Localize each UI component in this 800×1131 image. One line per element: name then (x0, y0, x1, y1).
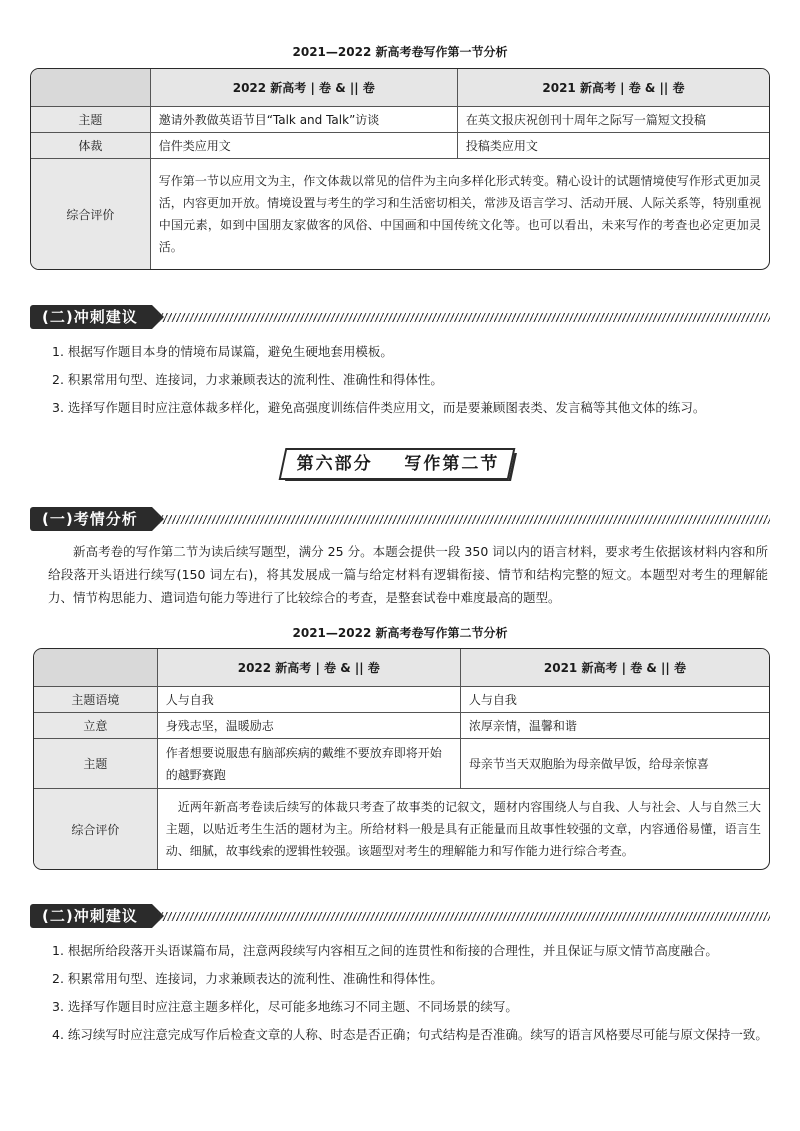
table-row (31, 133, 769, 159)
row-label: 主题语境 (34, 687, 158, 713)
table-row (34, 687, 769, 713)
table-row (34, 713, 769, 739)
table2-header-row (34, 649, 769, 687)
cell-2021: 在英文报庆祝创刊十周年之际写一篇短文投稿 (458, 107, 769, 133)
row-label: 主题 (34, 739, 158, 789)
list-item: 4. 练习续写时应注意完成写作后检查文章的人称、时态是否正确；句式结构是否准确。续写的语言风格要尽可能与原文保持一致。 (52, 1027, 768, 1042)
list-item: 2. 积累常用句型、连接词，力求兼顾表达的流利性、准确性和得体性。 (52, 971, 443, 986)
section-tag-advice-2: (二)冲刺建议 (30, 904, 152, 928)
row-label: 主题 (31, 107, 151, 133)
row-label: 立意 (34, 713, 158, 739)
section-divider (158, 515, 770, 524)
section-tag-advice-1: (二)冲刺建议 (30, 305, 152, 329)
table1 (30, 68, 770, 270)
part-banner (282, 448, 518, 482)
cell-2022: 人与自我 (158, 687, 461, 713)
row-label: 综合评价 (34, 789, 158, 869)
section-divider (158, 912, 770, 921)
table2-title: 2021—2022 新高考卷写作第二节分析 (292, 626, 508, 640)
cell-2021: 人与自我 (461, 687, 769, 713)
row-label: 综合评价 (31, 159, 151, 269)
list-item: 3. 选择写作题目时应注意主题多样化，尽可能多地练习不同主题、不同场景的续写。 (52, 999, 518, 1014)
section-tag-analysis: (一)考情分析 (30, 507, 152, 531)
table1-title: 2021—2022 新高考卷写作第一节分析 (292, 45, 508, 59)
list-item: 3. 选择写作题目时应注意体裁多样化，避免高强度训练信件类应用文，而是要兼顾图表类、发言稿等其他文体的练习。 (52, 400, 706, 415)
cell-2022: 身残志坚，温暖励志 (158, 713, 461, 739)
cell-2021: 母亲节当天双胞胎为母亲做早饭，给母亲惊喜 (461, 739, 769, 789)
list-item: 1. 根据所给段落开头语谋篇布局，注意两段续写内容相互之间的连贯性和衔接的合理性，并且保证与原文情节高度融合。 (52, 943, 718, 958)
table-row (31, 107, 769, 133)
section-divider (158, 313, 770, 322)
cell-2021: 投稿类应用文 (458, 133, 769, 159)
table1-header-row (31, 69, 769, 107)
cell-2022: 信件类应用文 (151, 133, 458, 159)
table1-header-2022: 2022 新高考 | 卷 & || 卷 (151, 69, 458, 107)
table-row (34, 789, 769, 869)
table-row (34, 739, 769, 789)
cell-2022: 作者想要说服患有脑部疾病的戴维不要放弃即将开始的越野赛跑 (158, 739, 461, 789)
part-title: 第六部分 写作第二节 (296, 454, 500, 474)
table1-header-2021: 2021 新高考 | 卷 & || 卷 (458, 69, 769, 107)
review-text: 近两年新高考卷读后续写的体裁只考查了故事类的记叙文，题材内容围绕人与自我、人与社会、人与自然三大主题，以贴近考生生活的题材为主。所给材料一般是具有正能量而且故事性较强的文章，内容通俗易懂，语言生动、细腻，故事线索的逻辑性较强。该题型对考生的理解能力和写作能力进行综合考查。 (165, 800, 761, 858)
table2-header-blank (34, 649, 158, 687)
table2-header-2022: 2022 新高考 | 卷 & || 卷 (158, 649, 461, 687)
row-label: 体裁 (31, 133, 151, 159)
list-item: 1. 根据写作题目本身的情境布局谋篇，避免生硬地套用模板。 (52, 344, 393, 359)
table2-header-2021: 2021 新高考 | 卷 & || 卷 (461, 649, 769, 687)
review-text: 写作第一节以应用文为主，作文体裁以常见的信件为主向多样化形式转变。精心设计的试题情境使写作形式更加灵活，内容更加开放。情境设置与考生的学习和生活密切相关，常涉及语言学习、活动开展、人际关系等，特别重视中国元素，如到中国朋友家做客的风俗、中国画和中国传统文化等。也可以看出，未来写作的考查也必定更加灵活。 (158, 174, 761, 254)
analysis-paragraph: 新高考卷的写作第二节为读后续写题型，满分 25 分。本题会提供一段 350 词以内的语言材料，要求考生依据该材料内容和所给段落开头语进行续写(150 词左右)，将其发展成一篇与给定材料有逻辑衔接、情节和结构完整的短文。本题型对考生的理解能力、情节构思能力、遣词造句能力等进行了比较综合的考查，是整套试卷中难度最高的题型。 (48, 544, 768, 605)
table1-header-blank (31, 69, 151, 107)
cell-2021: 浓厚亲情，温馨和谐 (461, 713, 769, 739)
cell-2022: 邀请外教做英语节目“Talk and Talk”访谈 (151, 107, 458, 133)
table2 (33, 648, 770, 870)
table-row (31, 159, 769, 269)
list-item: 2. 积累常用句型、连接词，力求兼顾表达的流利性、准确性和得体性。 (52, 372, 443, 387)
